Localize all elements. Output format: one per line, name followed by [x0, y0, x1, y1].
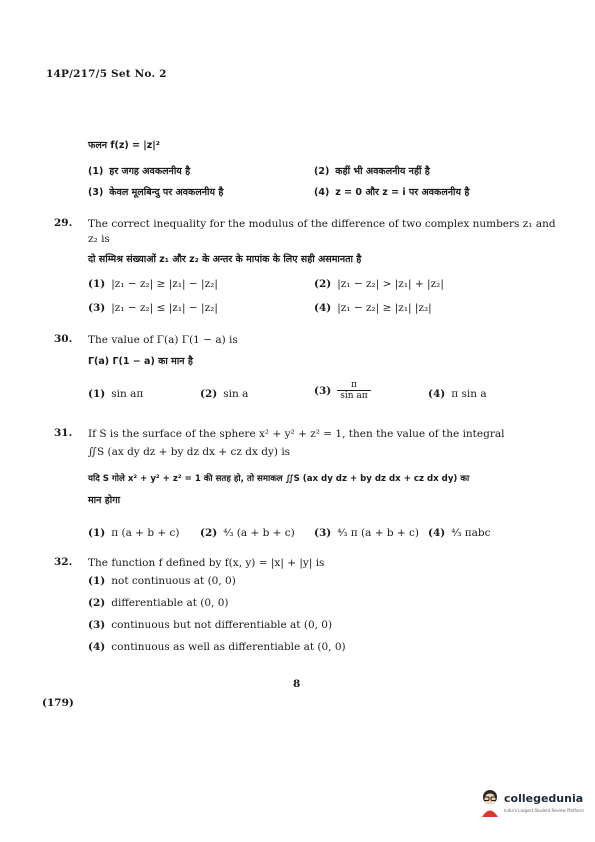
q31-option-2: (2) ⁴⁄₃ (a + b + c) — [200, 527, 295, 539]
logo-name: collegedunia — [504, 792, 584, 805]
mascot-icon — [478, 788, 502, 818]
q28-option-2: (2) कहीं भी अवकलनीय नहीं है — [314, 166, 430, 177]
q31-option-1: (1) π (a + b + c) — [88, 527, 180, 539]
question-text-hi-line1: यदि S गोले x² + y² + z² = 1 की सतह हो, तो समाकल ∬S (ax dy dz + by dz dx + cz dx dy) का — [88, 474, 470, 484]
q29-option-2: (2) |z₁ − z₂| > |z₁| + |z₂| — [314, 278, 444, 290]
q28-function-text: फलन f(z) = |z|² — [88, 140, 160, 151]
q32-option-1: (1) not continuous at (0, 0) — [88, 575, 236, 587]
q30-option-4: (4) π sin a — [428, 388, 487, 400]
q30-option-1: (1) sin aπ — [88, 388, 144, 400]
q28-function-line — [88, 138, 160, 151]
q31-option-4: (4) ⁴⁄₃ πabc — [428, 527, 491, 539]
question-text-hi: Γ(a) Γ(1 − a) का मान है — [88, 356, 193, 367]
collegedunia-logo — [478, 788, 588, 822]
question-text-en-line2: z₂ is — [88, 233, 110, 245]
footer-code: (179) — [42, 697, 74, 709]
q32-option-2: (2) differentiable at (0, 0) — [88, 597, 229, 609]
question-text-en-line1: The correct inequality for the modulus of the difference of two complex numbers z₁ and — [88, 218, 556, 230]
question-text-en: The value of Γ(a) Γ(1 − a) is — [88, 334, 238, 346]
q31-option-3: (3) ⁴⁄₃ π (a + b + c) — [314, 527, 419, 539]
question-number: 30. — [54, 333, 73, 345]
q29-option-3: (3) |z₁ − z₂| ≤ |z₁| − |z₂| — [88, 302, 218, 314]
q29-option-4: (4) |z₁ − z₂| ≥ |z₁| |z₂| — [314, 302, 432, 314]
q32-option-4: (4) continuous as well as differentiable at (0, 0) — [88, 641, 346, 653]
paper-code: 14P/217/5 Set No. 2 — [46, 68, 167, 80]
q29-option-1: (1) |z₁ − z₂| ≥ |z₁| − |z₂| — [88, 278, 218, 290]
page-number: 8 — [293, 678, 301, 690]
q28-option-1: (1) हर जगह अवकलनीय है — [88, 166, 191, 177]
q28-option-3: (3) केवल मूलबिन्दु पर अवकलनीय है — [88, 187, 224, 198]
q32-option-3: (3) continuous but not differentiable at (0, 0) — [88, 619, 333, 631]
fraction: $\frac{\pi}{\text{sin aπ}}$ — [337, 380, 370, 401]
q28-option-4: (4) z = 0 और z = i पर अवकलनीय है — [314, 187, 470, 198]
q30-option-2: (2) sin a — [200, 388, 249, 400]
question-number: 29. — [54, 217, 73, 229]
question-text-hi-line2: मान होगा — [88, 495, 121, 506]
question-number: 32. — [54, 556, 73, 568]
question-text-en-line2: ∬S (ax dy dz + by dz dx + cz dx dy) is — [88, 446, 291, 458]
question-text-en: The function f defined by f(x, y) = |x| + |y| is — [88, 557, 325, 569]
logo-tagline: India's Largest Student Review Platform — [504, 808, 584, 813]
question-text-hi: दो सम्मिश्र संख्याओं z₁ और z₂ के अन्तर के मापांक के लिए सही असमानता है — [88, 254, 362, 265]
q30-option-3: (3) $\frac{\pi}{\text{sin aπ}}$ — [314, 380, 371, 401]
question-number: 31. — [54, 427, 73, 439]
question-text-en-line1: If S is the surface of the sphere x² + y² + z² = 1, then the value of the integral — [88, 428, 505, 440]
